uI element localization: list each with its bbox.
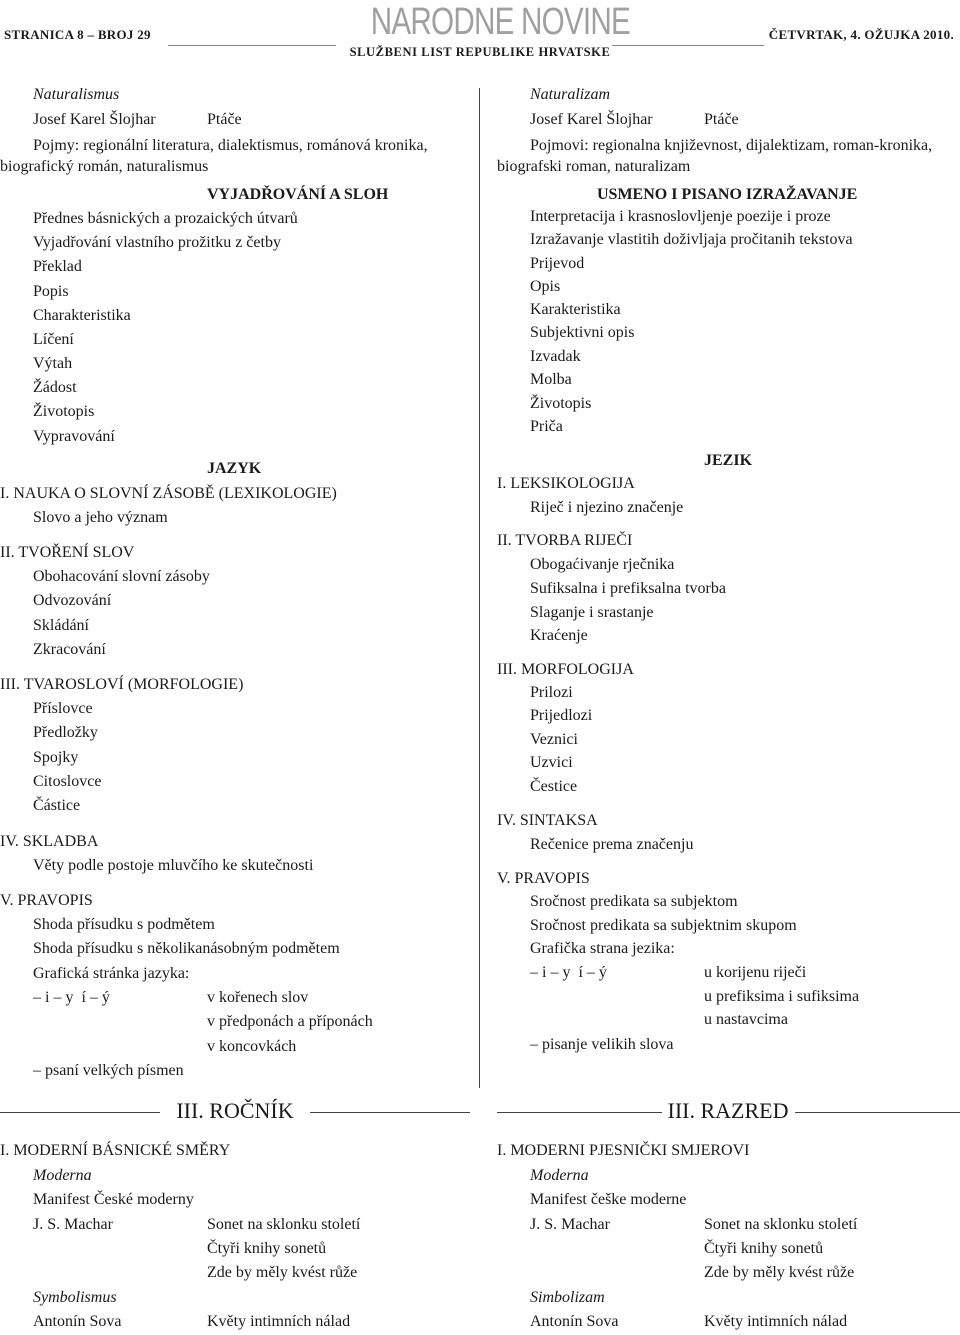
work-title: Sonet na sklonku století	[207, 1216, 361, 1233]
list-item: Skládání	[33, 617, 89, 634]
subsection-heading: I. NAUKA O SLOVNÍ ZÁSOBĚ (LEXIKOLOGIE)	[0, 485, 337, 502]
movement-title: Symbolismus	[33, 1289, 117, 1306]
list-item: Slaganje i srastanje	[530, 604, 654, 621]
author-name: Antonín Sova	[530, 1313, 619, 1330]
list-item: Molba	[530, 371, 572, 388]
list-item: u korijenu riječi	[704, 964, 807, 981]
subsection-heading: I. MODERNI PJESNIČKI SMJEROVI	[497, 1142, 750, 1159]
section-rule	[795, 1112, 960, 1113]
work-title: Ptáče	[704, 111, 739, 128]
list-item: Vyjadřování vlastního prožitku z četby	[33, 234, 281, 251]
movement-title: Moderna	[33, 1167, 92, 1184]
subsection-heading: V. PRAVOPIS	[497, 870, 590, 887]
list-item: Prijevod	[530, 255, 585, 272]
subsection-heading: II. TVOŘENÍ SLOV	[0, 544, 135, 561]
section-rule	[310, 1112, 470, 1113]
subsection-heading: IV. SKLADBA	[0, 833, 99, 850]
list-item: Shoda přísudku s podmětem	[33, 916, 215, 933]
list-item: Opis	[530, 278, 561, 295]
list-item: Grafička strana jezika:	[530, 940, 675, 957]
list-item: Interpretacija i krasnoslovljenje poezije i proze	[530, 208, 831, 225]
list-item: Věty podle postoje mluvčího ke skutečnosti	[33, 857, 314, 874]
author-name: J. S. Machar	[530, 1216, 610, 1233]
masthead-subtitle: SLUŽBENI LIST REPUBLIKE HRVATSKE	[349, 45, 611, 59]
list-item: Shoda přísudku s několikanásobným podmětem	[33, 940, 340, 957]
list-item: Riječ i njezino značenje	[530, 499, 684, 516]
list-item: Překlad	[33, 258, 82, 275]
list-item: Líčení	[33, 331, 74, 348]
list-item: Sufiksalna i prefiksalna tvorba	[530, 580, 726, 597]
list-item: Popis	[33, 283, 69, 300]
spelling-rule-label: – i – y í – ý	[33, 989, 110, 1006]
list-item: Izražavanje vlastitih doživljaja pročitanih tekstova	[530, 231, 853, 248]
list-item: v koncovkách	[207, 1038, 297, 1055]
list-item: Citoslovce	[33, 773, 102, 790]
list-item: v předponách a příponách	[207, 1013, 373, 1030]
list-item: Spojky	[33, 749, 79, 766]
author-name: J. S. Machar	[33, 1216, 113, 1233]
grade-title-text: III. ROČNÍK	[176, 1098, 294, 1123]
terms-paragraph: Pojmovi: regionalna književnost, dijalektizam, roman-kronika, biografski roman, naturalizam	[497, 137, 933, 175]
list-item: Prilozi	[530, 684, 573, 701]
list-item: Manifest češke moderne	[530, 1191, 687, 1208]
list-item: Částice	[33, 797, 81, 814]
masthead-title: NARODNE NOVINE	[370, 1, 630, 43]
list-item: Životopis	[530, 395, 592, 412]
list-item: Prijedlozi	[530, 707, 593, 724]
list-item: Izvadak	[530, 348, 581, 365]
work-title: Zde by měly kvést růže	[207, 1264, 358, 1281]
work-title: Zde by měly kvést růže	[704, 1264, 855, 1281]
grade-title	[493, 1098, 960, 1124]
list-item: Odvozování	[33, 592, 112, 609]
list-item: Subjektivni opis	[530, 324, 635, 341]
list-item: Slovo a jeho význam	[33, 509, 168, 526]
section-heading-jazyk: JAZYK	[207, 460, 262, 477]
movement-title: Simbolizam	[530, 1289, 605, 1306]
list-item: Karakteristika	[530, 301, 621, 318]
work-title: Květy intimních nálad	[207, 1313, 351, 1330]
subsection-heading: IV. SINTAKSA	[497, 812, 598, 829]
movement-title: Naturalismus	[33, 86, 120, 103]
list-item: Čestice	[530, 778, 578, 795]
section-heading-sloh: USMENO I PISANO IZRAŽAVANJE	[597, 186, 858, 203]
list-item: – pisanje velikih slova	[530, 1036, 674, 1053]
list-item: Uzvici	[530, 754, 573, 771]
list-item: u prefiksima i sufiksima	[704, 988, 860, 1005]
spelling-rule-label: – i – y í – ý	[530, 964, 607, 981]
work-title: Ptáče	[207, 111, 242, 128]
list-item: Veznici	[530, 731, 578, 748]
list-item: Kraćenje	[530, 627, 588, 644]
list-item: Rečenice prema značenju	[530, 836, 694, 853]
list-item: Charakteristika	[33, 307, 131, 324]
list-item: Obogaćivanje rječnika	[530, 556, 675, 573]
list-item: Manifest České moderny	[33, 1191, 194, 1208]
list-item: Žádost	[33, 379, 77, 396]
subsection-heading: V. PRAVOPIS	[0, 892, 93, 909]
list-item: Životopis	[33, 403, 95, 420]
grade-title-text: III. RAZRED	[667, 1098, 789, 1123]
list-item: Grafická stránka jazyka:	[33, 965, 190, 982]
subsection-heading: III. TVAROSLOVÍ (MORFOLOGIE)	[0, 676, 244, 693]
subsection-heading: I. LEKSIKOLOGIJA	[497, 475, 635, 492]
list-item: – psaní velkých písmen	[33, 1062, 184, 1079]
header-rule-right	[612, 45, 764, 46]
work-title: Čtyři knihy sonetů	[207, 1240, 327, 1257]
masthead	[340, 0, 630, 59]
header-rule-left	[168, 45, 336, 46]
column-divider	[479, 88, 480, 1088]
list-item: Obohacování slovní zásoby	[33, 568, 210, 585]
grade-title	[0, 1098, 470, 1124]
author-name: Josef Karel Šlojhar	[530, 111, 653, 128]
list-item: Zkracování	[33, 641, 106, 658]
page-number: STRANICA 8 – BROJ 29	[4, 27, 151, 42]
work-title: Sonet na sklonku století	[704, 1216, 858, 1233]
list-item: Sročnost predikata sa subjektom	[530, 893, 738, 910]
subsection-heading: III. MORFOLOGIJA	[497, 661, 634, 678]
issue-date: ČETVRTAK, 4. OŽUJKA 2010.	[768, 27, 954, 42]
list-item: Příslovce	[33, 700, 93, 717]
list-item: Priča	[530, 418, 563, 435]
list-item: Vypravování	[33, 428, 115, 445]
terms-paragraph: Pojmy: regionální literatura, dialektismus, románová kronika, biografický román, naturalismus	[0, 137, 428, 175]
list-item: v kořenech slov	[207, 989, 309, 1006]
list-item: Přednes básnických a prozaických útvarů	[33, 210, 298, 227]
list-item: u nastavcima	[704, 1011, 788, 1028]
movement-title: Moderna	[530, 1167, 589, 1184]
page-header	[0, 0, 960, 70]
work-title: Květy intimních nálad	[704, 1313, 848, 1330]
work-title: Čtyři knihy sonetů	[704, 1240, 824, 1257]
section-heading-jazyk: JEZIK	[704, 452, 753, 469]
author-name: Antonín Sova	[33, 1313, 122, 1330]
author-name: Josef Karel Šlojhar	[33, 111, 156, 128]
subsection-heading: I. MODERNÍ BÁSNICKÉ SMĚRY	[0, 1142, 231, 1159]
list-item: Výtah	[33, 355, 73, 372]
list-item: Sročnost predikata sa subjektnim skupom	[530, 917, 797, 934]
list-item: Předložky	[33, 724, 98, 741]
movement-title: Naturalizam	[530, 86, 611, 103]
subsection-heading: II. TVORBA RIJEČI	[497, 532, 633, 549]
section-heading-sloh: VYJADŘOVÁNÍ A SLOH	[207, 186, 389, 203]
